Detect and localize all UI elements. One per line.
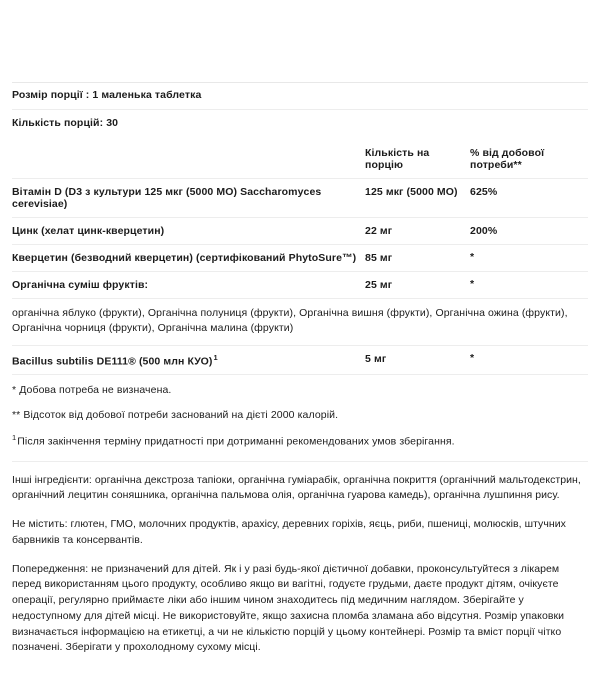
fruit-blend-ingredients: органічна яблуко (фрукти), Органічна полуниця (фрукти), Органічна вишня (фрукти), Органічна ожина (фрукти), Органічна чорниця (фрукти), Органічна малина (фрукти) [12,299,588,345]
nutrient-amount: 5 мг [365,345,470,374]
nutrient-name: Органічна суміш фруктів: [12,272,365,299]
column-header-daily-value: % від добової потреби** [470,147,545,172]
footnote-numeric-marker: 1 [12,433,17,443]
nutrient-amount: 125 мкг (5000 МО) [365,179,470,218]
servings-per-container-row: Кількість порцій: 30 [12,116,119,129]
nutrient-name: Кверцетин (безводний кверцетин) (сертифікований PhytoSure™) [12,245,365,272]
nutrient-daily-value: * [470,272,588,299]
nutrient-amount: 22 мг [365,218,470,245]
nutrient-daily-value: 625% [470,179,588,218]
probiotic-name: Bacillus subtilis DE111® (500 млн КУО) [12,355,213,368]
nutrient-daily-value: * [470,245,588,272]
table-row [12,218,588,245]
column-header-amount: Кількість на порцію [365,147,430,172]
nutrient-daily-value: * [470,345,588,374]
supplement-facts-panel [0,82,600,682]
warning-paragraph: Попередження: не призначений для дітей. Як і у разі будь-якої дієтичної добавки, проконсультуйтеся з лікарем перед використанням цього продукту, особливо якщо ви вагітні, годуєте грудьми, даєте продукт дітям, очікуєте операції, регулярно приймаєте ліки або іншим чином знаходитесь під медичним наглядом. Зберігайте у недоступному для дітей місці. Не використовуйте, якщо захисна пломба зламана або відсутня. Розмір упаковки визначається інформацією на етикетці, а чи не кількістю порцій у цьому контейнері. Розмір та вміст порції чітко позначені. Зберігати у прохолодному сухому місці. [12,562,565,654]
footnote-double-star: ** Відсоток від добової потреби заснований на дієті 2000 калорій. [12,408,339,421]
other-ingredients-paragraph: Інші інгредієнти: органічна декстроза тапіоки, органічна гуміарабік, органічна покриття (органічний мальтодекстрин, органічний лецитин соняшника, органічна пальмова олія, органічна гуарова камедь), органічна лушпиння рису. [12,473,581,502]
serving-size-row: Розмір порції : 1 маленька таблетка [12,83,588,110]
probiotic-footnote-marker: 1 [213,352,218,362]
serving-info-block [12,82,588,136]
footnote-numeric-text: Після закінчення терміну придатності при дотриманні рекомендованих умов зберігання. [17,435,455,448]
nutrient-name: Вітамін D (D3 з культури 125 мкг (5000 МО) Saccharomyces cerevisiae) [12,179,365,218]
column-header-nutrient [12,145,365,179]
nutrient-amount: 25 мг [365,272,470,299]
table-row [12,179,588,218]
table-body [12,179,588,374]
footnote-numeric [12,433,588,460]
table-row-blend-detail [12,299,588,345]
nutrient-name: Цинк (хелат цинк-кверцетин) [12,218,365,245]
additional-info-block [12,461,588,657]
nutrient-name [12,345,365,374]
nutrition-facts-table [12,145,588,374]
table-row [12,272,588,299]
free-from-paragraph: Не містить: глютен, ГМО, молочних продуктів, арахісу, деревних горіхів, яєць, риби, пшениці, молюсків, штучних барвників та консервантів. [12,518,566,546]
table-row [12,345,588,374]
nutrient-amount: 85 мг [365,245,470,272]
table-header-row [12,145,588,179]
footnotes-block [12,374,588,460]
table-header [12,145,588,179]
footnote-star: * Добова потреба не визначена. [12,384,172,397]
table-row [12,245,588,272]
nutrient-daily-value: 200% [470,218,588,245]
